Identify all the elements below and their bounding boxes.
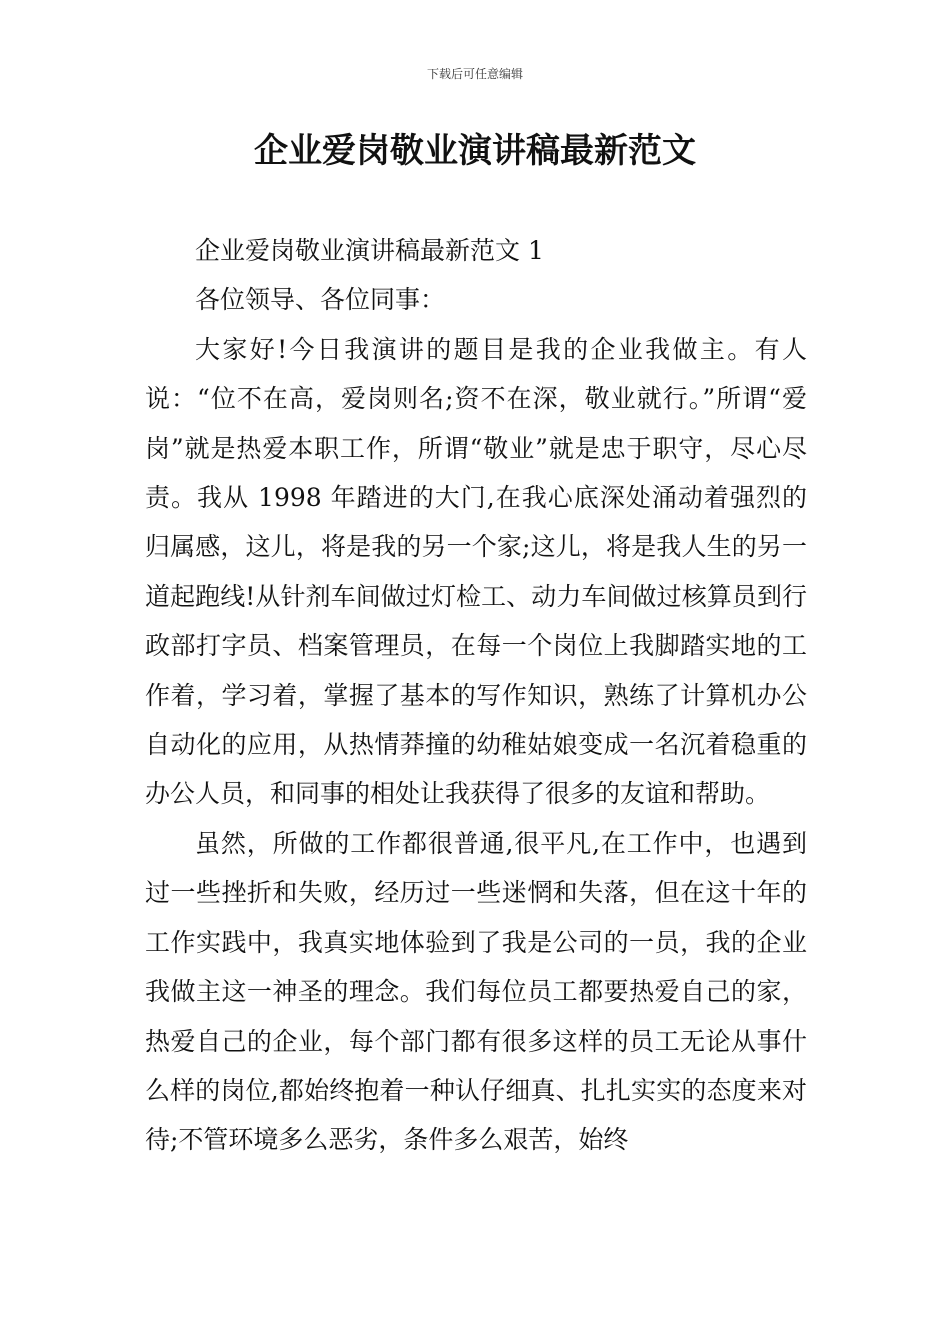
paragraph-body: 虽然，所做的工作都很普通,很平凡,在工作中，也遇到过一些挫折和失败，经历过一些迷惘和失落，但在这十年的工作实践中，我真实地体验到了我是公司的一员，我的企业我做主这一神圣的理念。我们每位员工都要热爱自己的家，热爱自己的企业，每个部门都有很多这样的员工无论从事什么样的岗位,都始终抱着一种认仔细真、扎扎实实的态度来对待;不管环境多么恶劣，条件多么艰苦，始终 [145,828,807,1155]
header-note: 下载后可任意编辑 [426,67,523,81]
document-title: 企业爱岗敬业演讲稿最新范文 [254,131,696,171]
paragraph-body: 大家好!今日我演讲的题目是我的企业我做主。有人说：“位不在高，爱岗则名;资不在深，敬业就行。”所谓“爱岗”就是热爱本职工作，所谓“敬业”就是忠于职守，尽心尽责。我从 1998 年踏进的大门,在我心底深处涌动着强烈的归属感，这儿，将是我的另一个家;这儿，将是我人生的另一道起跑线!从针剂车间做过灯检工、动力车间做过核算员到行政部打字员、档案管理员，在每一个岗位上我脚踏实地的工作着，学习着，掌握了基本的写作知识，熟练了计算机办公自动化的应用，从热情莽撞的幼稚姑娘变成一名沉着稳重的办公人员，和同事的相处让我获得了很多的友谊和帮助。 [145,334,807,809]
document-body [145,226,807,1165]
paragraph-salutation: 各位领导、各位同事： [195,285,446,315]
paragraph-heading: 企业爱岗敬业演讲稿最新范文 1 [195,236,544,265]
